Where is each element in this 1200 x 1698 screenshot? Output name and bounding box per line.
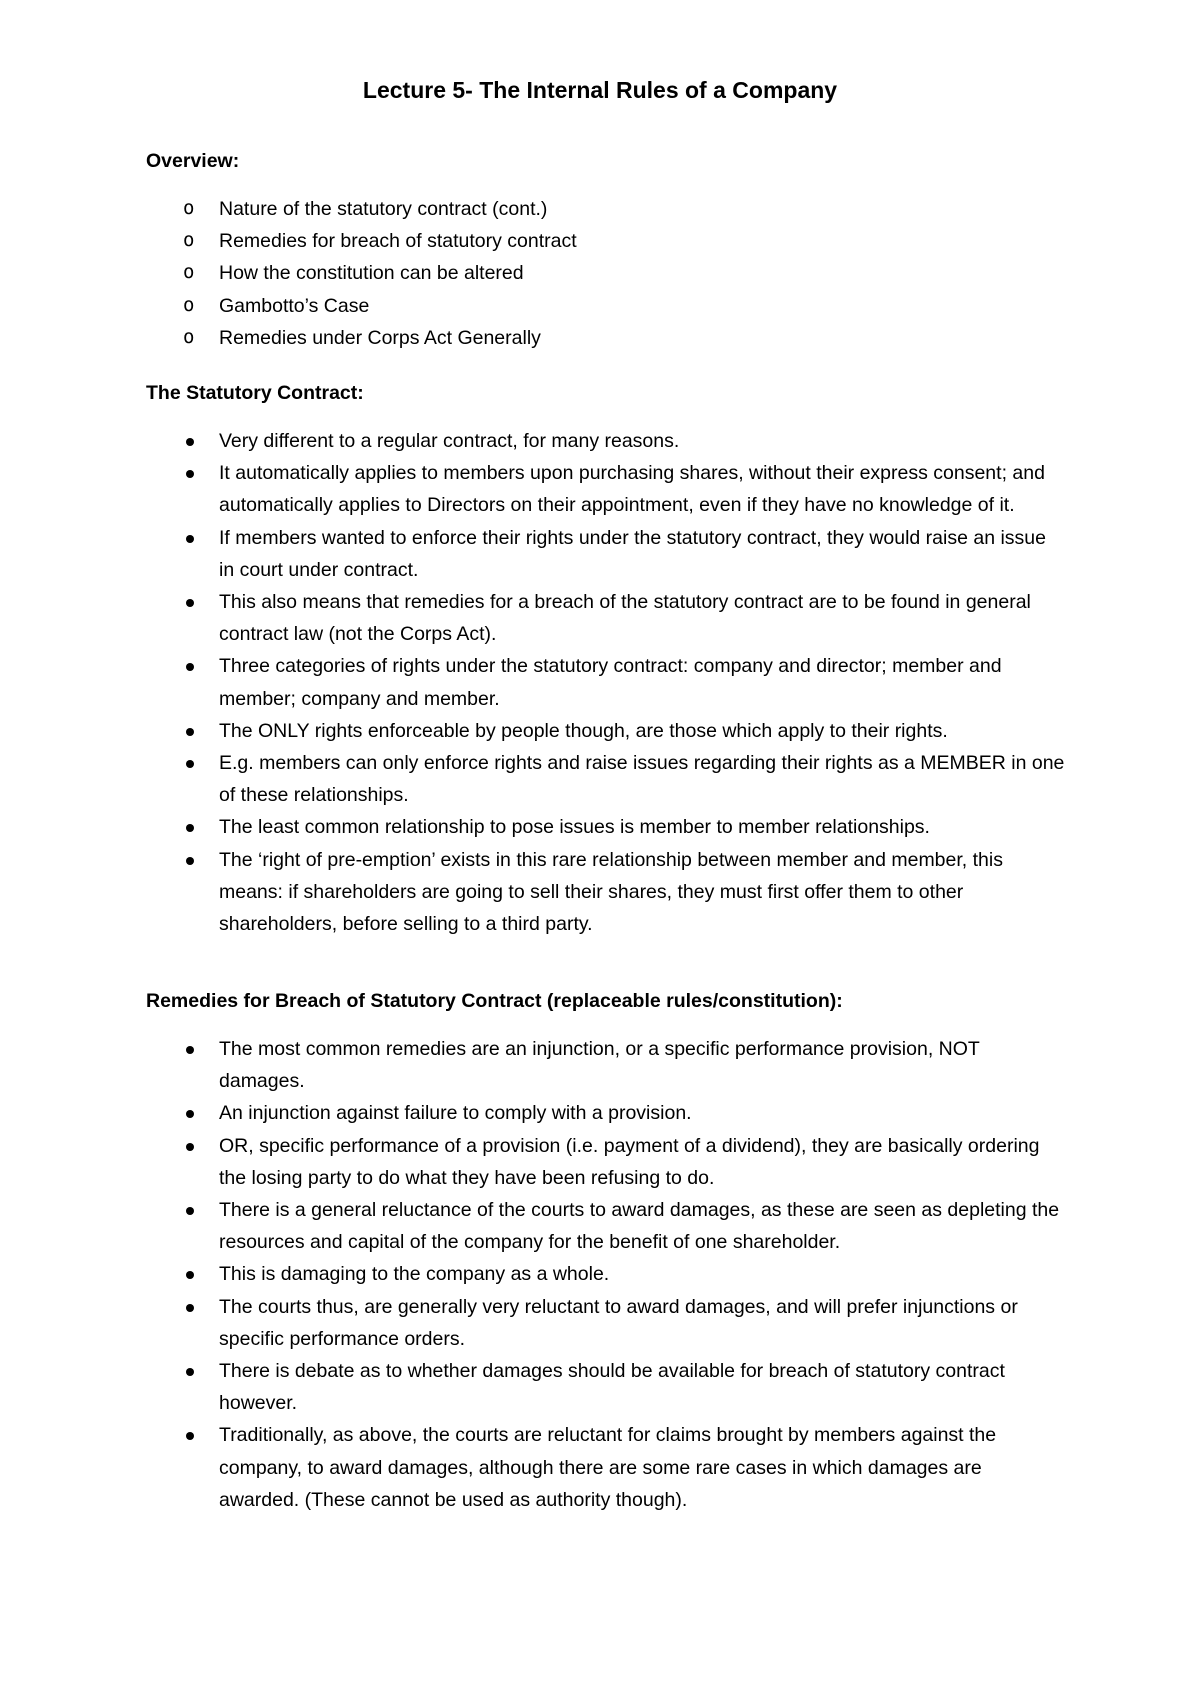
list-item: The least common relationship to pose issues is member to member relationships. — [146, 811, 1066, 843]
statutory-contract-list — [146, 425, 1066, 940]
list-item: The ONLY rights enforceable by people though, are those which apply to their rights. — [146, 715, 1066, 747]
list-item: This is damaging to the company as a whole. — [146, 1258, 1066, 1290]
list-item: The most common remedies are an injunction, or a specific performance provision, NOT damages. — [146, 1033, 1066, 1097]
list-item: o Remedies under Corps Act Generally — [146, 322, 1066, 354]
list-item: o Gambotto’s Case — [146, 290, 1066, 322]
list-item: o Remedies for breach of statutory contract — [146, 225, 1066, 257]
statutory-contract-heading: The Statutory Contract: — [146, 382, 364, 404]
list-item: Very different to a regular contract, for many reasons. — [146, 425, 1066, 457]
list-item: E.g. members can only enforce rights and raise issues regarding their rights as a MEMBER in one of these relationships. — [146, 747, 1066, 811]
list-item: This also means that remedies for a breach of the statutory contract are to be found in general contract law (not the Corps Act). — [146, 586, 1066, 650]
list-item: There is a general reluctance of the courts to award damages, as these are seen as depleting the resources and capital of the company for the benefit of one shareholder. — [146, 1194, 1066, 1258]
list-item: There is debate as to whether damages should be available for breach of statutory contract however. — [146, 1355, 1066, 1419]
list-item: OR, specific performance of a provision (i.e. payment of a dividend), they are basically ordering the losing party to do what they have been refusing to do. — [146, 1130, 1066, 1194]
list-item: o Nature of the statutory contract (cont.) — [146, 193, 1066, 225]
page-title: Lecture 5- The Internal Rules of a Company — [362, 77, 838, 103]
list-item: Three categories of rights under the statutory contract: company and director; member and member; company and member. — [146, 650, 1066, 714]
list-item: If members wanted to enforce their rights under the statutory contract, they would raise an issue in court under contract. — [146, 522, 1066, 586]
overview-list — [146, 193, 1066, 354]
list-item: o How the constitution can be altered — [146, 257, 1066, 289]
remedies-heading: Remedies for Breach of Statutory Contract (replaceable rules/constitution): — [146, 990, 843, 1012]
list-item: Traditionally, as above, the courts are reluctant for claims brought by members against the company, to award damages, although there are some rare cases in which damages are awarded. (These cannot be used as authority though). — [146, 1419, 1066, 1516]
list-item: An injunction against failure to comply with a provision. — [146, 1097, 1066, 1129]
remedies-list — [146, 1033, 1066, 1516]
list-item: The ‘right of pre-emption’ exists in this rare relationship between member and member, this means: if shareholders are going to sell their shares, they must first offer them to other shareholders, before selling to a third party. — [146, 844, 1066, 941]
list-item: The courts thus, are generally very reluctant to award damages, and will prefer injunctions or specific performance orders. — [146, 1291, 1066, 1355]
overview-heading: Overview: — [146, 150, 240, 172]
list-item: It automatically applies to members upon purchasing shares, without their express consent; and automatically applies to Directors on their appointment, even if they have no knowledge of it. — [146, 457, 1066, 521]
